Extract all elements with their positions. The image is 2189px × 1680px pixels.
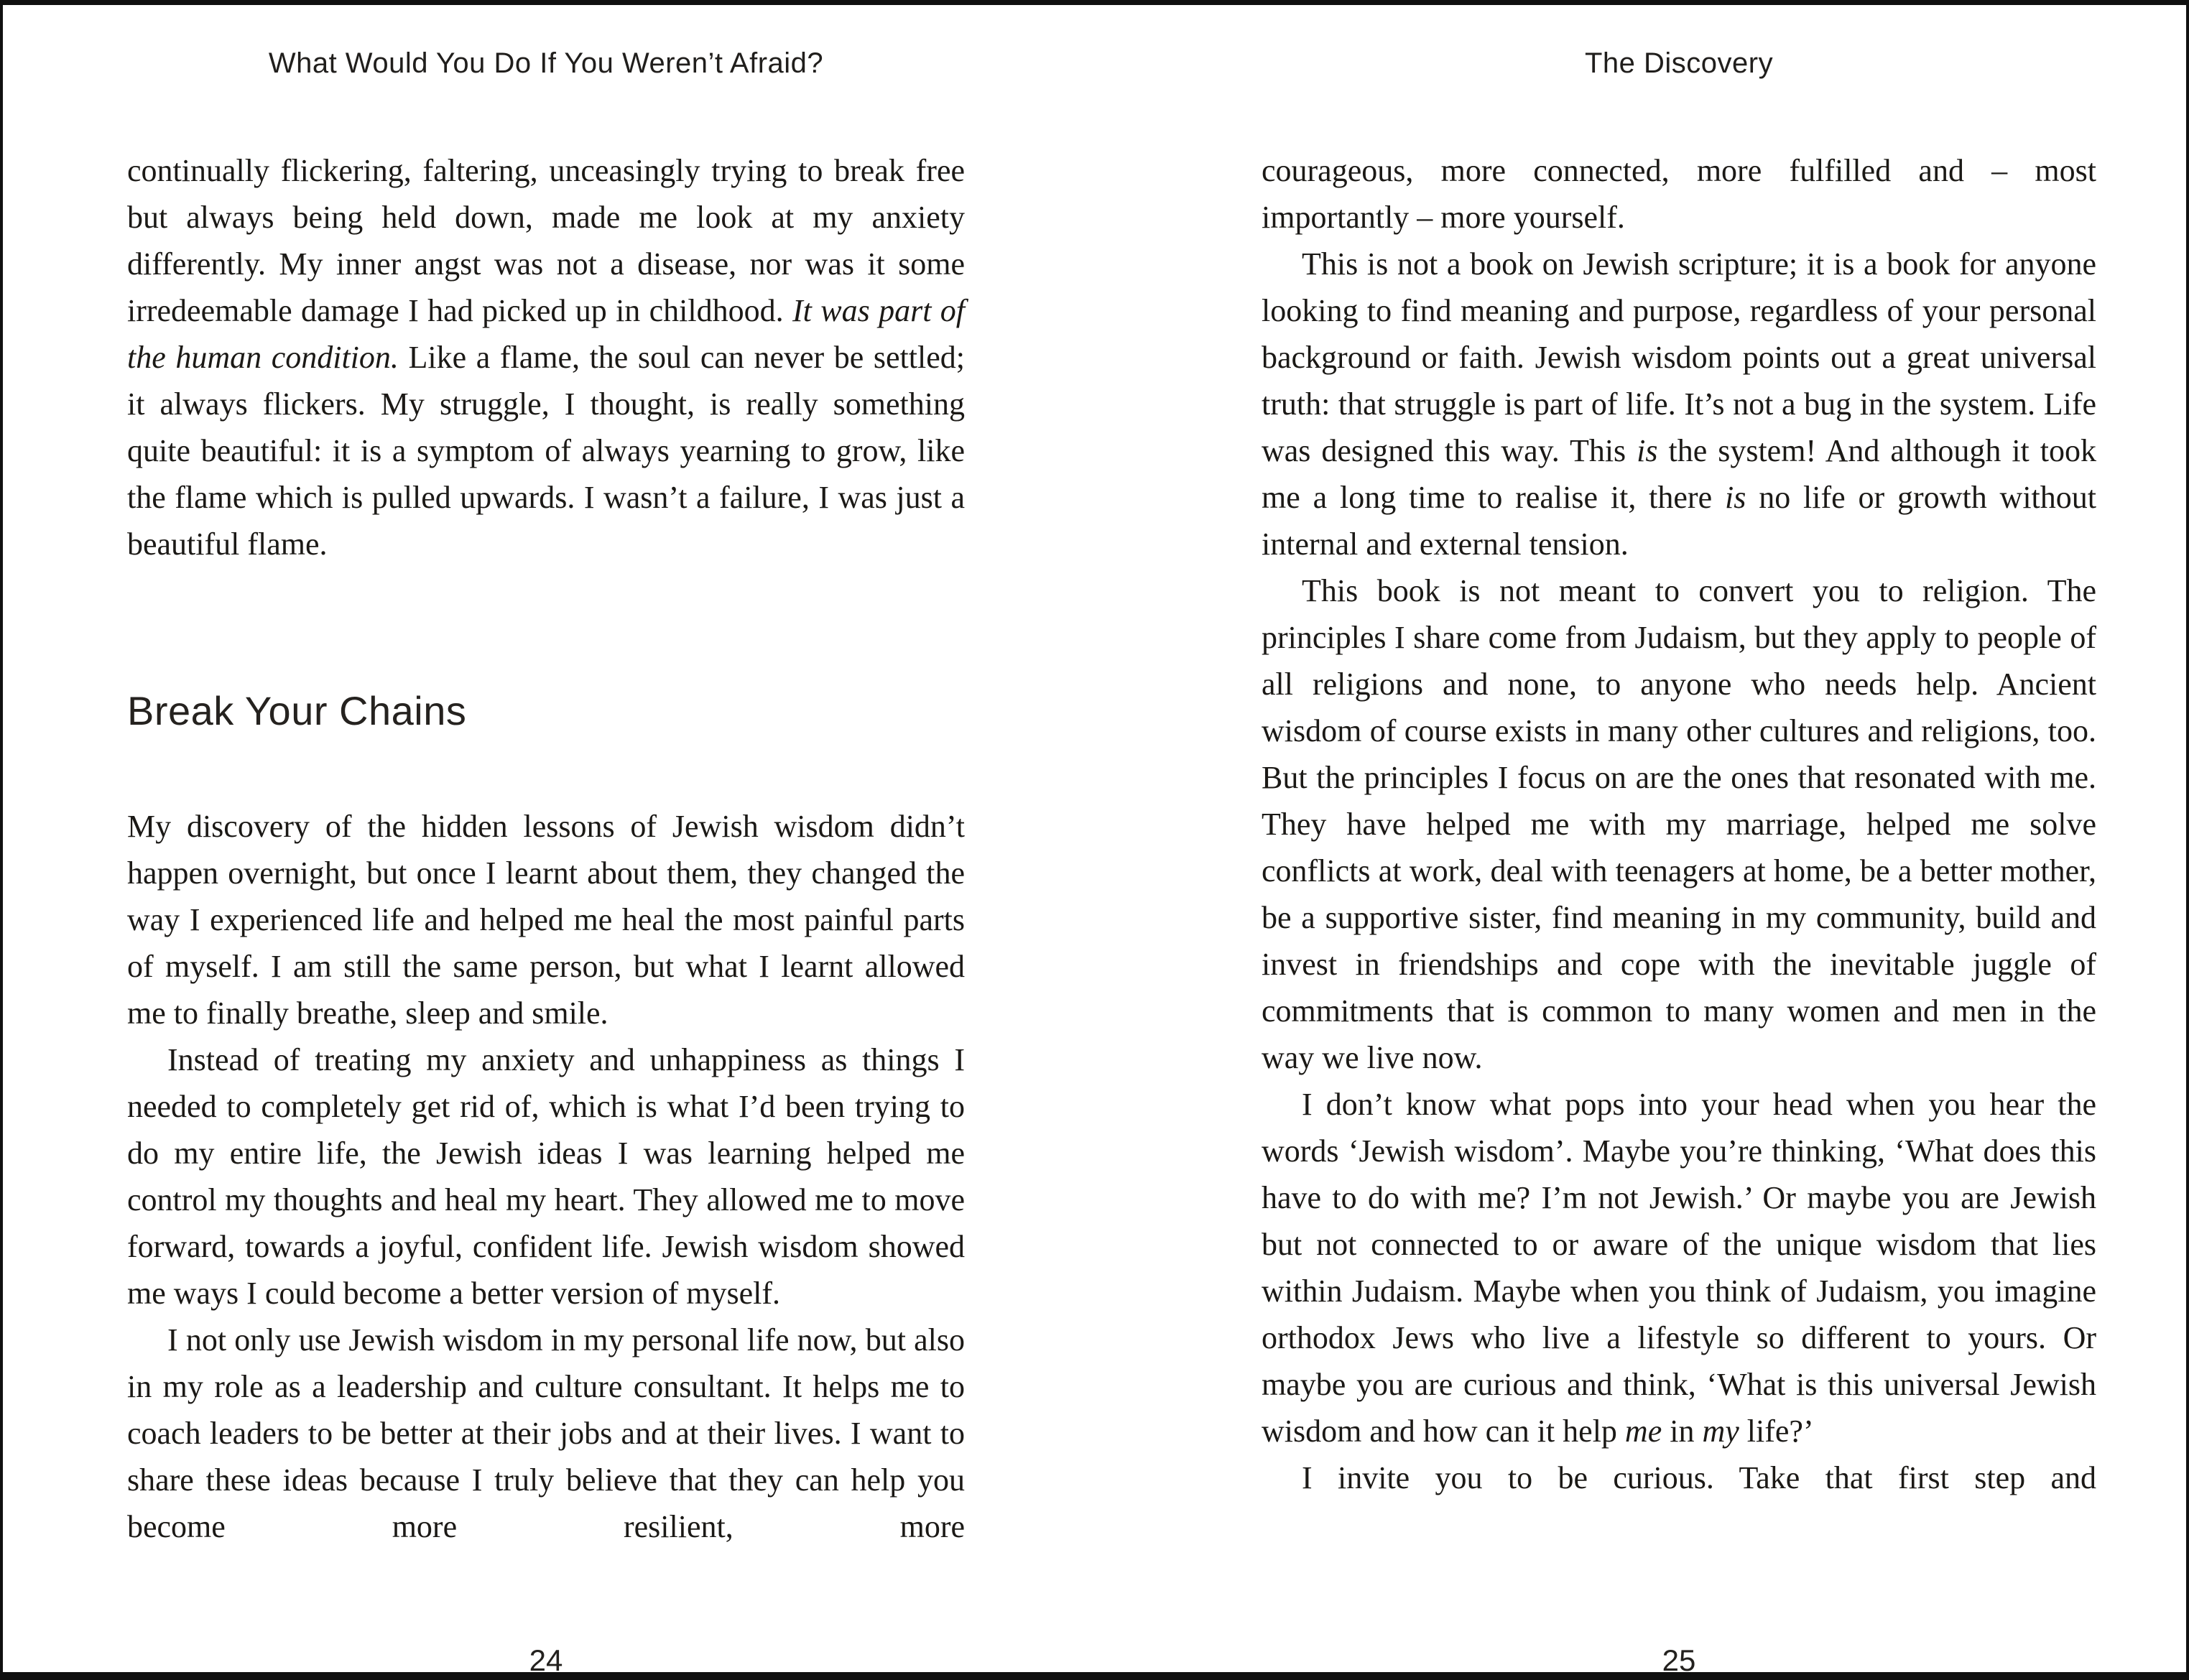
paragraph: Instead of treating my anxiety and unhappiness as things I needed to completely get rid of, which is what I’d been trying to do my entire life, the Jewish ideas I was learning helped me control my thoughts and heal my heart. They allowed me to move forward, towards a joyful, confident life. Jewish wisdom showed me ways I could become a better version of myself. xyxy=(127,1042,965,1311)
paragraph: courageous, more connected, more fulfilled and – most importantly – more yourself. xyxy=(1262,153,2096,235)
scan-edge-left xyxy=(0,0,3,1680)
paragraph: I not only use Jewish wisdom in my personal life now, but also in my role as a leadership and culture consultant. It helps me to coach leaders to be better at their jobs and at their lives. I want to share these ideas because I truly believe that they can help you become more resilient, more xyxy=(127,1322,965,1544)
page-number-left: 24 xyxy=(529,1643,563,1677)
paragraph: I don’t know what pops into your head when you hear the words ‘Jewish wisdom’. Maybe you’re thinking, ‘What does this have to do with me? I’m not Jewish.’ Or maybe you are Jewish but not connected to or aware of the unique wisdom that lies within Judaism. Maybe when you think of Judaism, you imagine orthodox Jews who live a lifestyle so different to yours. Or maybe you are curious and think, ‘What is this universal Jewish wisdom and how can it help me in my life?’ xyxy=(1262,1087,2096,1449)
page-number-right: 25 xyxy=(1662,1643,1696,1677)
page-right xyxy=(1262,0,2096,1680)
left-page-body-bottom xyxy=(127,803,965,1550)
scan-edge-right xyxy=(2186,0,2189,1680)
section-heading: Break Your Chains xyxy=(127,688,467,733)
paragraph: I invite you to be curious. Take that first step and xyxy=(1302,1460,2096,1495)
running-head-right: The Discovery xyxy=(1584,47,1774,79)
paragraph: continually flickering, faltering, unceasingly trying to break free but always being held down, made me look at my anxiety differently. My inner angst was not a disease, nor was it some irredeemable damage I had picked up in childhood. It was part of the human condition. Like a flame, the soul can never be settled; it always flickers. My struggle, I thought, is really something quite beautiful: it is a symptom of always yearning to grow, like the flame which is pulled upwards. I wasn’t a failure, I was just a beautiful flame. xyxy=(127,153,966,562)
right-page-body xyxy=(1262,147,2096,1501)
running-head-left: What Would You Do If You Weren’t Afraid? xyxy=(268,47,824,79)
paragraph: This book is not meant to convert you to religion. The principles I share come from Judaism, but they apply to people of all religions and none, to anyone who needs help. Ancient wisdom of course exists in many other cultures and religions, too. But the principles I focus on are the ones that resonated with me. They have helped me with my marriage, helped me solve conflicts at work, deal with teenagers at home, be a better mother, be a supportive sister, find meaning in my community, build and invest in friendships and cope with the inevitable juggle of commitments that is common to many women and men in the way we live now. xyxy=(1262,573,2096,1075)
left-page-body-top xyxy=(127,147,965,567)
paragraph: My discovery of the hidden lessons of Jewish wisdom didn’t happen overnight, but once I learnt about them, they changed the way I experienced life and helped me heal the most painful parts of myself. I am still the same person, but what I learnt allowed me to finally breathe, sleep and smile. xyxy=(127,809,965,1031)
paragraph: This is not a book on Jewish scripture; it is a book for anyone looking to find meaning and purpose, regardless of your personal background or faith. Jewish wisdom points out a great universal truth: that struggle is part of life. It’s not a bug in the system. Life was designed this way. This is the system! And although it took me a long time to realise it, there is no life or growth without internal and external tension. xyxy=(1262,246,2097,562)
page-left xyxy=(127,0,965,1680)
